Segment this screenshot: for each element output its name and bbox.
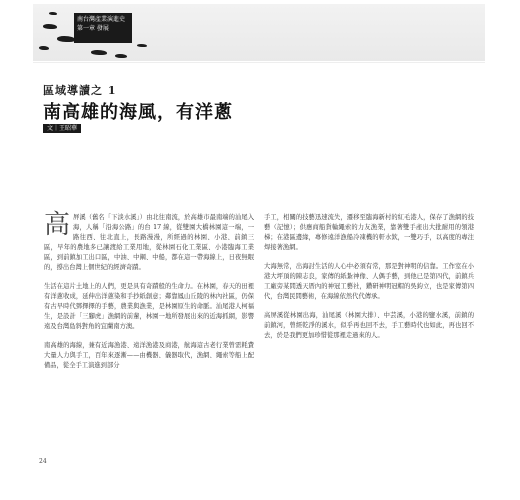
paragraph: 手工，相關的技藝迅速流失，遷移至臨海新村的紅毛港人，保存了漁網的技藝（記憶）；供應商船貨輪繩索的力友漁業，靠著雙手產出大批耐用的領港梯；在港區邊緣，專修遠洋漁船冷凍機的軒水欽，一雙巧手，以高度的專注焊接著漁網。 xyxy=(264,214,474,251)
divider xyxy=(33,62,485,63)
boat-silhouette xyxy=(115,54,127,58)
boat-silhouette xyxy=(49,12,57,15)
page-number: 24 xyxy=(39,458,47,465)
boat-silhouette xyxy=(137,44,147,47)
right-column xyxy=(264,213,474,350)
paragraph-text: 屏溪（舊名「下淡水溪」）由北往南流，於高雄市最南端的汕尾入海，人稱「沿海公路」的台 17 線，從雙園大橋林園這一端，一路往西、往北直上，長路漫漫，所經過的林園、小港、前鎮三區，早年的農地多已讓渡給工業用地，從林園石化工業區、小港臨海工業區，到前鎮加工出口區，中油、中鋼、中船，都在這一帶海線上，日夜無眠的，撐出台灣上個世紀的經濟奇蹟。 xyxy=(44,214,254,271)
banner-caption xyxy=(74,13,132,43)
paragraph xyxy=(44,210,254,273)
paragraph: 大海無常，出海討生活的人心中必須有常，那是對神明的信靠。工作室在小港大坪頂的陳志良，家傳的紙紮神像、人偶手藝，到他已是第四代，前鎮兵工廠旁某間透天厝內的神冠工藝社，鑽研神明冠帽的吳鈞立，也是家傳第四代，台灣民間藝術，在海線依然代代傳承。 xyxy=(264,263,474,300)
boat-silhouette xyxy=(57,36,75,42)
paragraph: 高屏溪從林園出海，汕尾溪（林園大排）、中芸溪，小港的鹽水溪，前鎮的前鎮河，曾經乾淨的溪水，似乎再也回不去，手工藝時代也如此，再也回不去，於是我們更加珍惜從那裡走過來的人。 xyxy=(264,312,474,339)
banner-caption-line1: 南台灣產業演進史 xyxy=(77,16,126,23)
drop-cap: 高 xyxy=(44,210,71,240)
boat-silhouette xyxy=(39,46,49,50)
paragraph: 生活在這片土地上的人們，更是具有奇蹟般的生命力。在林園，春天的田裡有洋蔥收成，延伸出洋蔥染和手抄紙創意；鄰靠鳳山丘陵的林內社區，仍保有古早時代鄧擇擇的手藝，農業與漁業，是林園原生的命脈。汕尾港人柯福生，是設計「三腳虎」漁網的前輩，林園一地所發展出來的近海抓網，影響遠及台灣島斜對角的宜蘭南方澳。 xyxy=(44,283,254,330)
boat-silhouette xyxy=(91,50,107,55)
boat-silhouette xyxy=(43,24,57,29)
article-title: 南高雄的海風，有洋蔥 xyxy=(43,102,233,123)
paragraph: 南高雄的海線，兼有近海漁港、遠洋漁港及商港，航海這古老行業曾需耗費大量人力與手工，百年來逐漸——由機器、儀器取代，漁網、繩索等船上配備品，從全手工演進到部分 xyxy=(44,342,254,369)
banner-caption-line2: 第一章 發展 xyxy=(77,25,109,32)
section-label: 區域導讀之 1 xyxy=(43,84,117,97)
author-byline: 文｜王昭華 xyxy=(43,124,81,133)
left-column xyxy=(44,210,254,380)
banner-image xyxy=(33,4,485,61)
